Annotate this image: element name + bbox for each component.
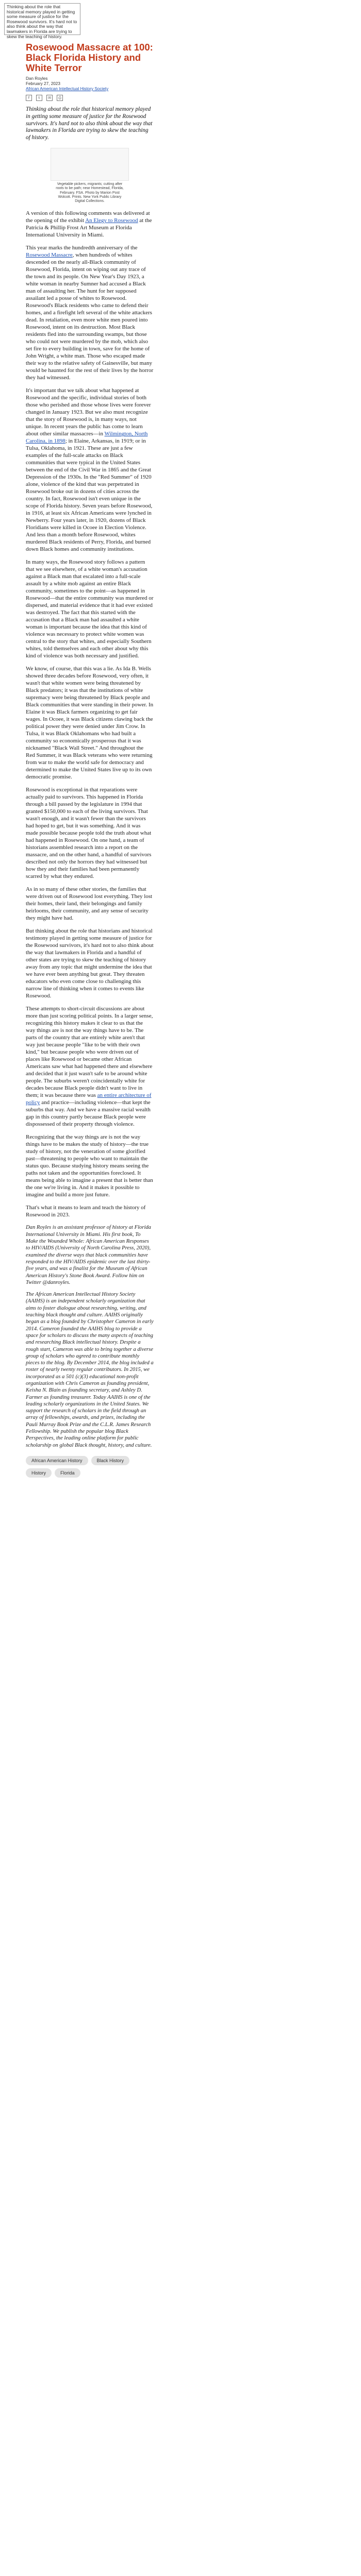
facebook-icon[interactable]: f xyxy=(26,95,32,101)
body-link[interactable]: Wilmington, North Carolina, in 1898 xyxy=(26,431,148,445)
author-bio xyxy=(26,1224,154,1449)
figure-image xyxy=(51,148,129,181)
article-date: February 27, 2023 xyxy=(26,81,60,86)
twitter-icon[interactable]: t xyxy=(36,95,42,101)
paragraph: But thinking about the role that historians and historical testimony played in getting some measure of justice for the Rosewood survivors, it's hard not to also think about the way that lawmakers in Florida and a handful of other states are trying to skew the teaching of history away from any topic that might undermine the idea that we have ever been anything but great. They threaten educators who even come close to challenging this narrow line of thinking when it comes to events like Rosewood. xyxy=(26,928,154,999)
paragraph: These attempts to short-circuit discussions are about more than just scoring political points. In a larger sense, recognizing this history makes it clear to us that the way things are is not the way things have to be. The parts of the country that are entirely white aren't that way just because people "like to be with their own kind," but because people who were driven out of places like Rosewood or became other African Americans saw what had happened there and elsewhere and decided that it just wasn't safe to be around white people. The suburbs weren't coincidentally white for decades because Black people didn't want to live in them; it was because there was an entire architecture of policy and practice—including violence—that kept the suburbs that way. And we have a massive racial wealth gap in this country partly because Black people were dispossessed of their property through violence. xyxy=(26,1006,153,1128)
paragraph: This year marks the hundredth anniversary of the Rosewood Massacre, when hundreds of whites descended on the nearly all-Black community of Rosewood, Florida, intent on wiping out any trace of the town and its people. On New Year's Day 1923, a white woman in nearby Sumner had accused a Black man of assaulting her. The hunt for her supposed assailant led a posse of whites to Rosewood. Rosewood's Black residents who came to defend their homes, and a firefight left several of the white attackers dead. In retaliation, even more white men poured into Rosewood, intent on its destruction. Most Black residents fled into the surrounding swamps, but those who could not were murdered by the mob, which also set fire to every building in town, save for the home of John Wright, a white man. Those who escaped made their way to the relative safety of Gainesville, but many would be haunted for the rest of their lives by the horror they had witnessed. xyxy=(26,245,154,381)
article-dek: Thinking about the role that historical memory played in getting some measure of justice for the Rosewood survivors. It's hard not to also think about the way that lawmakers in Florida are trying to skew the teaching of history. xyxy=(26,106,153,141)
article-body xyxy=(26,210,154,1218)
body-link[interactable]: an entire architecture of policy xyxy=(26,1092,152,1106)
article-figure xyxy=(26,148,154,204)
bio-paragraph: Dan Royles is an assistant professor of history at Florida International University in Miami. His first book, To Make the Wounded Whole: African American Responses to HIV/AIDS (University of North Carolina Press, 2020), examined the diverse ways that black communities have responded to the HIV/AIDS epidemic over the last thirty-five years, and was a finalist for the Museum of African American History's Stone Book Award. Follow him on Twitter @danroyles. xyxy=(26,1225,151,1285)
tag-african-american-history[interactable]: African American History xyxy=(26,1456,88,1465)
article xyxy=(0,40,361,1478)
bio-paragraph: The African American Intellectual History Society (AAIHS) is an independent scholarly organization that aims to foster dialogue about researching, writing, and teaching black thought and culture. AAIHS originally began as a blog founded by Christopher Cameron in early 2014. Cameron founded the AAIHS blog to provide a space for scholars to discuss the many aspects of teaching and researching Black intellectual history. Despite a rough start, Cameron was able to bring together a diverse group of scholars who agreed to contribute monthly pieces to the blog. By December 2014, the blog included a roster of nearly twenty regular contributors. In 2015, we incorporated as a 501 (c)(3) educational non-profit organization with Chris Cameron as founding president, Keisha N. Blain as founding secretary, and Ashley D. Farmer as founding treasurer. Today AAIHS is one of the leading scholarly organizations in the United States. We support the research of scholars in the field through an array of fellowships, awards, and prizes, including the Pauli Murray Book Prize and the C.L.R. James Research Fellowship. We publish the popular blog Black Perspectives, the leading online platform for public scholarship on global Black thought, history, and culture. xyxy=(26,1292,154,1448)
tag-list xyxy=(26,1456,154,1478)
byline xyxy=(26,76,154,92)
paragraph: We know, of course, that this was a lie. As Ida B. Wells showed three decades before Rosewood, very often, it wasn't that white women were being threatened by Black predators; it was that the institutions of white supremacy were being threatened by Black people and Black communities that were standing in their power. In Elaine it was Black farmers organizing to get fair wages. In Ocoee, it was Black citizens clawing back the political power they were denied under Jim Crow. In Tulsa, it was Black Oklahomans who had built a community so economically prosperous that it was nicknamed "Black Wall Street." And throughout the Red Summer, it was Black veterans who were returning from war to make the world safe for democracy and determined to make the United States live up to its own democratic promise. xyxy=(26,666,154,781)
author-name: Dan Royles xyxy=(26,76,48,81)
tag-black-history[interactable]: Black History xyxy=(91,1456,130,1465)
figure-caption: Vegetable pickers, migrants; cutting after roots to be path; near Homestead, Florida, February. FSA. Photo by Marion Post Wolcott. Prints. New York Public Library Digital Collections. xyxy=(56,182,124,204)
paragraph: Rosewood is exceptional in that reparations were actually paid to survivors. This happened in Florida through a bill passed by the legislature in 1994 that granted $150,000 to each of the living survivors. That wasn't enough, and it wasn't fewer than the survivors had hoped to get, but it was something. And it was made possible because people told the truth about what had happened in Rosewood. On one hand, a team of historians assembled research into a report on the massacre, and on the other hand, a handful of survivors described not only the horrors they had witnessed but how they and their families had been permanently scarred by what they endured. xyxy=(26,787,152,880)
print-icon[interactable]: ⎙ xyxy=(57,95,63,101)
paragraph: That's what it means to learn and teach the history of Rosewood in 2023. xyxy=(26,1205,146,1218)
paragraph: It's important that we talk about what happened at Rosewood and the specific, individual stories of both those who perished and those whose lives were forever changed in January 1923. But we also must recognize that the story of Rosewood is, in many ways, not unique. In recent years the public has come to learn about other similar massacres—in Wilmington, North Carolina, in 1898; in Elaine, Arkansas, in 1919; or in Tulsa, Oklahoma, in 1921. These are just a few examples of the full-scale attacks on Black communities that were typical in the United States between the end of the Civil War in 1865 and the Great Depression of the 1930s. In the "Red Summer" of 1920 alone, violence of the kind that was perpetrated in Rosewood broke out in dozens of cities across the country. In fact, Rosewood isn't even unique in the scope of Florida history. Seven years before Rosewood, in 1916, at least six African Americans were lynched in Newberry. Four years later, in 1920, dozens of Black Floridians were killed in Ocoee in Election Violence. And less than a month before Rosewood, whites murdered Black residents of Perry, Florida, and burned down Black homes and community institutions. xyxy=(26,387,153,553)
email-icon[interactable]: ✉ xyxy=(46,95,53,101)
alt-text: Thinking about the role that historical memory played in getting some measure of justice for the Rosewood survivors. It's hard not to also think about the way that lawmakers in Florida are trying to skew the teaching of history. xyxy=(7,4,77,39)
paragraph: In many ways, the Rosewood story follows a pattern that we see elsewhere, of a white woman's accusation against a Black man that escalated into a full-scale assault by a white mob against an entire Black community, sometimes to the point—as happened in Rosewood—that the entire community was murdered or dispersed, and material evidence that it had ever existed was destroyed. The fact that this started with the accusation that a Black man had assaulted a white woman is important because the idea that this kind of violence was necessary to protect white women was central to the story that whites, and especially Southern whites, told themselves and each other about why this kind of violence was both necessary and justified. xyxy=(26,559,154,659)
body-link[interactable]: Rosewood Massacre xyxy=(26,252,73,259)
publisher-link[interactable]: African American Intellectual History Society xyxy=(26,87,109,91)
share-bar xyxy=(26,95,154,101)
paragraph: Recognizing that the way things are is not the way things have to be makes the study of history—the true study of history, not the veneration of some glorified past—threatening to people who want to maintain the status quo. Because studying history means seeing the paths not taken and the opportunities foreclosed. It means being able to imagine a present that is better than the one we're living in. And it makes it possible to imagine and build a more just future. xyxy=(26,1134,153,1198)
article-title: Rosewood Massacre at 100: Black Florida History and White Terror xyxy=(26,42,153,73)
paragraph: As in so many of these other stories, the families that were driven out of Rosewood lost everything. They lost their homes, their land, their belongings and family heirlooms, their community, and any sense of security they might have had. xyxy=(26,886,153,922)
body-link[interactable]: An Elegy to Rosewood xyxy=(85,217,138,224)
tag-florida[interactable]: Florida xyxy=(55,1468,80,1478)
tag-history[interactable]: History xyxy=(26,1468,52,1478)
paragraph: A version of this following comments was delivered at the opening of the exhibit An Elegy to Rosewood at the Patricia & Phillip Frost Art Museum at Florida International University in Miami. xyxy=(26,210,152,239)
top-notice xyxy=(0,0,361,40)
broken-image-alt xyxy=(4,3,80,39)
